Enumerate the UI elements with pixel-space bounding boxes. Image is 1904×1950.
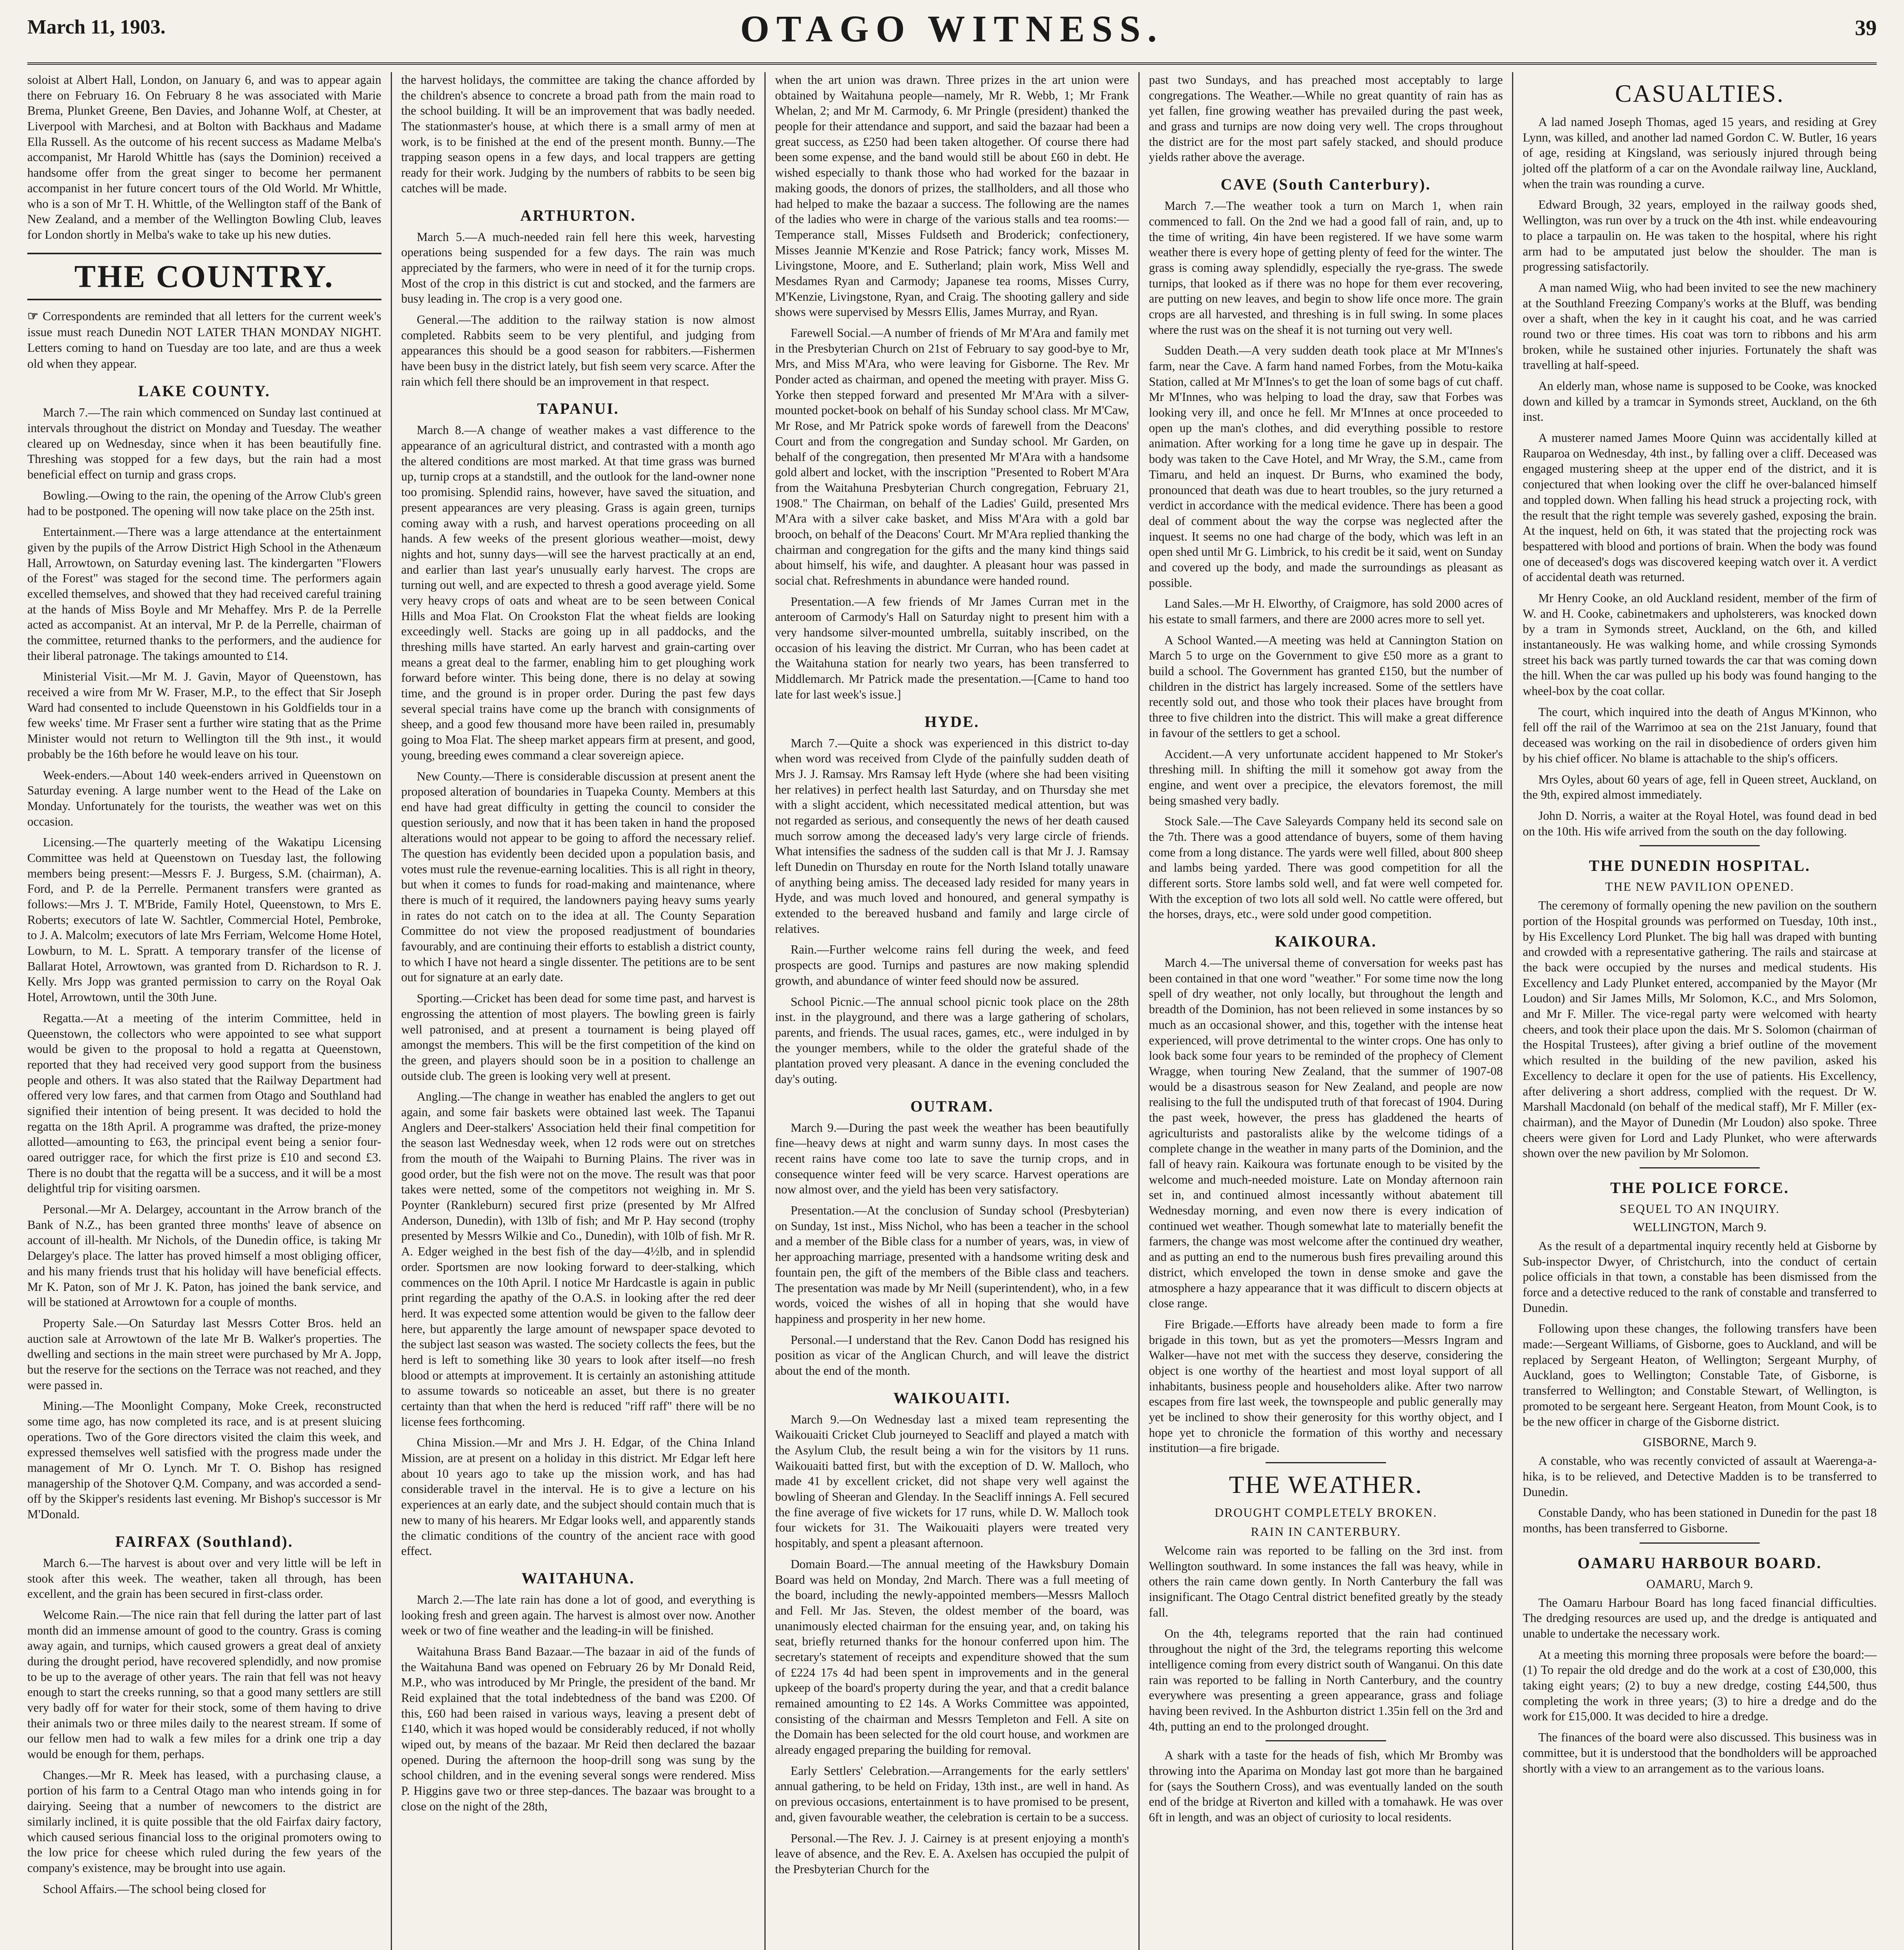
subheading: RAIN IN CANTERBURY. bbox=[1251, 1525, 1401, 1539]
paragraph: Early Settlers' Celebration.—Arrangements for the early settlers' annual gathering, to be held on Friday, 13th inst., are well in hand. As on previous occasions, entertainment is to have promised to be present, and, given favourable weather, the celebration is certain to be a success. bbox=[775, 1764, 1129, 1824]
paragraph: March 9.—During the past week the weather has been beautifully fine—heavy dews at night and warm sunny days. In most cases the recent rains have come too late to save the turnip crops, and in consequence winter feed will be very scarce. Harvest operations are now almost over, and the yield has been very satisfactory. bbox=[775, 1120, 1129, 1197]
paragraph: An elderly man, whose name is supposed to be Cooke, was knocked down and killed by a tramcar in Symonds street, Auckland, on the 6th inst. bbox=[1523, 379, 1877, 424]
paragraph: Mining.—The Moonlight Company, Moke Creek, reconstructed some time ago, has now completed its race, and is at present sluicing operations. Two of the Gore directors visited the claim this week, and expressed themselves well satisfied with the progress made under the management of Mr O. Lynch. Mr T. O. Bishop has resigned managership of the Shotover Q.M. Company, and was accorded a send-off by the Skipper's residents last evening. Mr Bishop's successor is Mr M'Donald. bbox=[27, 1399, 381, 1521]
article-continuation: when the art union was drawn. Three prizes in the art union were obtained by Waitahuna people—namely, Mr R. Webb, 1; Mr Frank Whelan, 2; and Mr M. Carmody, 6. Mr Pringle (president) thanked the people for their attendance and support, and said the bazaar had been a great success, as £250 had been taken altogether. Of course there had been some expense, and the band would still be about £60 in debt. He wished especially to thank those who had worked for the bazaar in making goods, the donors of prizes, the stallholders, and all those who had helped to make the bazaar a success. The following are the names of the ladies who were in charge of the various stalls and tea rooms:—Temperance stall, Misses Fuldseth and Broderick; confectionery, Misses Jeannie M'Kenzie and Rose Patrick; fancy work, Misses M. Livingstone, Moore, and E. Sutherland; plain work, Miss Well and Mesdames Ryan and Carmody; Japanese tea rooms, Misses Curry, M'Kenzie, Livingstone, Ryan, and Craig. The shooting gallery and side shows were supervised by Messrs Ellis, James Murray, and Ryan. bbox=[775, 73, 1129, 319]
column-4 bbox=[1138, 72, 1512, 1950]
paragraph: Regatta.—At a meeting of the interim Committee, held in Queenstown, the collectors who were appointed to see what support would be given to the proposal to hold a regatta at Queenstown, reported that they had received very good support from the business people and others. It was also stated that the Railway Department had offered very low fares, and that carmen from Otago and Southland had signified their intention of being present. It was decided to hold the regatta on the 18th April. A programme was drafted, the prize-money allotted—amounting to £63, the principal event being a senior four-oared outrigger race, for which the first prize is £10 and second £3. There is no doubt that the regatta will be a success, and it will be a most delightful trip for visiting oarsmen. bbox=[27, 1011, 381, 1195]
paragraph: March 7.—The weather took a turn on March 1, when rain commenced to fall. On the 2nd we had a good fall of rain, and, up to the time of writing, 4in have been registered. If we have some warm weather there is every hope of getting plenty of feed for the winter. The grass is coming away splendidly, especially the rye-grass. The swede turnips, that looked as if there was no hope for them ever recovering, are putting on new leaves, and begin to show life once more. The grain crops are all harvested, and threshing is in full swing. In some places where the rust was on the sheaf it is not turning out very well. bbox=[1149, 199, 1503, 337]
district-heading: TAPANUI. bbox=[537, 400, 619, 418]
paragraph: Sudden Death.—A very sudden death took place at Mr M'Innes's farm, near the Cave. A farm hand named Forbes, from the Motu-kaika Station, called at Mr M'Innes's to get the loan of some bags of cut chaff. Mr M'Innes, who was helping to load the dray, saw that Forbes was looking very ill, and once he fell. Mr M'Innes at once proceeded to open up the man's clothes, and did everything possible to restore animation. After working for a long time he gave up in despair. The body was taken to the Cave Hotel, and Mr Wray, the S.M., came from Timaru, and held an inquest. Dr Burns, who examined the body, pronounced that death was due to heart troubles, so the jury returned a verdict in accordance with the medical evidence. There has been a good deal of comment about the way the corpse was neglected after the inquest. It seems no one had charge of the body, which was left in an open shed until Mr G. Limbrick, to his credit be it said, went on Sunday and covered up the body, and made the surroundings as pleasant as possible. bbox=[1149, 344, 1503, 590]
paragraph: March 5.—A much-needed rain fell here this week, harvesting operations being suspended for a few days. The rain was much appreciated by the farmers, who were in need of it for the turnip crops. Most of the crop in this district is cut and stocked, and the farmers are busy leading in. The crop is a very good one. bbox=[401, 230, 755, 306]
column-3 bbox=[764, 72, 1138, 1950]
paragraph: Property Sale.—On Saturday last Messrs Cotter Bros. held an auction sale at Arrowtown of the late Mr B. Walker's properties. The dwelling and sections in the main street were purchased by Mr A. Jopp, but the reserve for the sections on the Terrace was not reached, and they were passed in. bbox=[27, 1316, 381, 1392]
paragraph: The court, which inquired into the death of Angus M'Kinnon, who fell off the rail of the Warrimoo at sea on the 21st January, found that deceased was working on the rail in disobedience of orders given him by his chief officer. No blame is attachable to the ship's officers. bbox=[1523, 705, 1877, 765]
article-continuation: past two Sundays, and has preached most acceptably to large congregations. The Weather.—While no great quantity of rain has as yet fallen, fine growing weather has prevailed during the past week, and grass and turnips are now doing very well. The crops throughout the district are for the most part safely stacked, and should produce yields rather above the average. bbox=[1149, 73, 1503, 164]
paragraph: Constable Dandy, who has been stationed in Dunedin for the past 18 months, has been transferred to Gisborne. bbox=[1523, 1506, 1877, 1535]
paragraph: Rain.—Further welcome rains fell during the week, and feed prospects are good. Turnips and pastures are now making splendid growth, and abundance of winter feed should now be assured. bbox=[775, 943, 1129, 987]
divider bbox=[1640, 845, 1760, 846]
paragraph: March 9.—On Wednesday last a mixed team representing the Waikouaiti Cricket Club journeyed to Seacliff and played a match with the Asylum Club, the result being a win for the visitors by 11 runs. Waikouaiti batted first, but with the exception of D. W. Malloch, who made 41 by excellent cricket, did not shape very well against the bowling of Sheeran and Glenday. In the Seacliff innings A. Fell secured the fine average of five wickets for 17 runs, while D. W. Malloch took four wickets for 31. The Waikouaiti players were treated very hospitably, and spent a pleasant afternoon. bbox=[775, 1412, 1129, 1550]
paragraph: Welcome Rain.—The nice rain that fell during the latter part of last month did an immense amount of good to the country. Grass is coming away again, and turnips, which caused growers a great deal of anxiety during the drought period, have recovered splendidly, and now promise to be up to the average of other years. The rain that fell was not heavy enough to start the creeks running, so that a good many settlers are still very badly off for water for their stock, some of them having to drive their animals two or three miles daily to the nearest stream. If some of our fellow men had to walk a few miles for a drink one trip a day would be enough for them, perhaps. bbox=[27, 1608, 381, 1761]
paragraph: Personal.—Mr A. Delargey, accountant in the Arrow branch of the Bank of N.Z., has been granted three months' leave of absence on account of ill-health. Mr Nichols, of the Dunedin office, is taking Mr Delargey's place. The latter has proved himself a most obliging officer, and his many friends trust that his holiday will have beneficial effects. Mr K. Paton, son of Mr J. K. Paton, has joined the bank service, and will be stationed at Arrowtown for a couple of months. bbox=[27, 1202, 381, 1309]
paragraph: Welcome rain was reported to be falling on the 3rd inst. from Wellington southward. In some instances the fall was heavy, while in others the rain came down gently. In North Canterbury the fall was insignificant. The Otago Central district benefited greatly by the steady fall. bbox=[1149, 1544, 1503, 1619]
column-1 bbox=[27, 72, 391, 1950]
dateline: GISBORNE, March 9. bbox=[1643, 1435, 1757, 1449]
district-heading: WAIKOUAITI. bbox=[893, 1389, 1011, 1407]
paragraph: March 7.—The rain which commenced on Sunday last continued at intervals throughout the district on Monday and Tuesday. The weather cleared up on Wednesday, since when it has been beautifully fine. Threshing was stopped for a few days, but the rain had a most beneficial effect on turnip and grass crops. bbox=[27, 406, 381, 482]
article-continuation: the harvest holidays, the committee are taking the chance afforded by the children's absence to concrete a broad path from the main road to the school building. It will be an improvement that was badly needed. The stationmaster's house, at which there is a small army of men at work, is to be finished at the end of the present month. Bunny.—The trapping season opens in a few days, and local trappers are getting ready for their work. Judging by the numbers of rabbits to be seen big catches will be made. bbox=[401, 73, 755, 195]
paragraph: School Affairs.—The school being closed for bbox=[43, 1882, 266, 1896]
article-heading-the-weather: THE WEATHER. bbox=[1229, 1471, 1423, 1499]
paragraph: As the result of a departmental inquiry recently held at Gisborne by Sub-inspector Dwyer, of Christchurch, into the conduct of certain police officials in that town, a constable has been dismissed from the force and a detective reduced to the rank of constable and transferred to Dunedin. bbox=[1523, 1239, 1877, 1315]
district-heading: FAIRFAX (Southland). bbox=[115, 1532, 293, 1550]
paragraph: Presentation.—A few friends of Mr James Curran met in the anteroom of Carmody's Hall on Saturday night to present him with a very handsome silver-mounted umbrella, suitably inscribed, on the occasion of his leaving the district. Mr Curran, who has been cadet at the Waitahuna station for nearly two years, has been transferred to Middlemarch. Mr Patrick made the presentation.—[Came to hand too late for last week's issue.] bbox=[775, 594, 1129, 701]
district-heading: OUTRAM. bbox=[910, 1097, 994, 1115]
divider bbox=[1266, 1462, 1386, 1463]
paragraph: A man named Wiig, who had been invited to see the new machinery at the Southland Freezing Company's works at the Bluff, was bending over a shaft, when the key in it caught his coat, and he was carried round two or three times. His coat was torn to ribbons and his arm broken, while he sustained other injuries. Fortunately the shaft was travelling at half-speed. bbox=[1523, 280, 1877, 372]
paragraph: March 7.—Quite a shock was experienced in this district to-day when word was received from Clyde of the painfully sudden death of Mrs J. J. Ramsay. Mrs Ramsay left Hyde (where she had been visiting her relatives) in perfect health last Saturday, and on Thursday she met with a slight accident, which necessitated medical attention, but was not regarded as serious, and consequently the news of her death caused much sorrow among the deceased lady's very large circle of friends. What intensifies the sadness of the sudden call is that Mr J. J. Ramsay left Dunedin on Thursday en route for the North Island totally unaware of anything being amiss. The deceased lady resided for many years in Hyde, and was much loved and honoured, and general sympathy is extended to the bereaved husband and family and large circle of relatives. bbox=[775, 736, 1129, 936]
paragraph: Personal.—I understand that the Rev. Canon Dodd has resigned his position as vicar of the Anglican Church, and will leave the district about the end of the month. bbox=[775, 1333, 1129, 1377]
subheading: SEQUEL TO AN INQUIRY. bbox=[1619, 1201, 1780, 1216]
columns bbox=[27, 72, 1877, 1950]
divider bbox=[1640, 1167, 1760, 1168]
dateline: OAMARU, March 9. bbox=[1646, 1576, 1753, 1591]
column-2 bbox=[391, 72, 765, 1950]
paragraph: A lad named Joseph Thomas, aged 15 years, and residing at Grey Lynn, was killed, and another lad named Gordon C. W. Butler, 16 years of age, residing at Kingsland, was seriously injured through being jolted off the platform of a car on the Avondale railway line, Auckland, when the train was rounding a curve. bbox=[1523, 115, 1877, 191]
paragraph: Angling.—The change in weather has enabled the anglers to get out again, and some fair baskets were obtained last week. The Tapanui Anglers and Deer-stalkers' Association held their final competition for the season last Wednesday week, when 12 rods were out on stretches from the mouth of the Waipahi to Burning Plains. The river was in good order, but the fish were not on the move. The result was that poor takes were netted, some of the competitors not weighing in. Mr S. Poynter (Rankleburn) secured first prize (presented by Mr Alfred Anderson, Dunedin), with 13lb of fish; and Mr P. Hay second (trophy presented by Messrs Wilkie and Co., Dunedin), with 10lb of fish. Mr R. A. Edger weighed in the best fish of the day—4½lb, and in splendid order. Sportsmen are now looking forward to deer-stalking, which commences on the 10th April. I notice Mr Hardcastle is again in public print regarding the apathy of the O.A.S. in looking after the red deer herd. It was expected some attention would be given to the fallow deer here, but apparently the large amount of newspaper space devoted to the subject last season was wasted. The society collects the fees, but the herd is left to something like 30 years to look after itself—no fresh blood or attempts at improvement. It is certainly an astonishing attitude to assume towards so noticeable an asset, but there is no greater certainty than that when the herd is reduced "riff raff" there will be no license fees forthcoming. bbox=[401, 1090, 755, 1429]
correspondents-notice: ☞ Correspondents are reminded that all letters for the current week's issue must reach Dunedin NOT LATER THAN MONDAY NIGHT. Letters coming to hand on Tuesday are too late, and are thus a week old when they appear. bbox=[27, 308, 381, 371]
subheading: THE NEW PAVILION OPENED. bbox=[1605, 879, 1794, 894]
paragraph: John D. Norris, a waiter at the Royal Hotel, was found dead in bed on the 10th. His wife arrived from the south on the day following. bbox=[1523, 808, 1877, 838]
paragraph: Week-enders.—About 140 week-enders arrived in Queenstown on Saturday evening. A large number went to the Head of the Lake on Monday. Unfortunately for the tourists, the weather was wet on this occasion. bbox=[27, 768, 381, 828]
paragraph: New County.—There is considerable discussion at present anent the proposed alteration of boundaries in Tuapeka County. Members at this end have had great difficulty in getting the council to consider the question seriously, and now that it has been taken in hand the proposed alterations would not appear to be going to afford the necessary relief. The question has evidently been decided upon a population basis, and votes must rule the revenue-earning localities. This is all right in theory, but when it comes to funds for road-making and maintenance, where there is much of it required, the landowners paying heavy sums yearly in rates do not catch on to the idea at all. The County Separation Committee do not view the proposed readjustment of boundaries favourably, and are continuing their efforts to establish a district county, to which I have not heard a single dissenter. The petitions are to be sent out for signature at an early date. bbox=[401, 769, 755, 984]
paragraph: Licensing.—The quarterly meeting of the Wakatipu Licensing Committee was held at Queenstown on Tuesday last, the following members being present:—Messrs F. J. Burgess, S.M. (chairman), A. Ford, and P. de la Perrelle. Permanent transfers were granted as follows:—Mrs J. T. M'Bride, Family Hotel, Queenstown, to Mrs E. Roberts; executors of late W. Sachtler, Commercial Hotel, Pembroke, to J. A. Malcolm; executors of late Mrs Ferriam, Welcome Home Hotel, Lowburn, to M. L. Spratt. A temporary transfer of the license of Ballarat Hotel, Arrowtown, was granted from D. Richardson to R. J. Kelly. Mrs Jopp was granted permission to carry on the Royal Oak Hotel, Arrowtown, until the 30th June. bbox=[27, 835, 381, 1004]
paragraph: Accident.—A very unfortunate accident happened to Mr Stoker's threshing mill. In shifting the mill it somehow got away from the engine, and went over a precipice, the elevators foremost, the mill being smashed very badly. bbox=[1149, 747, 1503, 807]
paragraph: Bowling.—Owing to the rain, the opening of the Arrow Club's green had to be postponed. The opening will now take place on the 25th inst. bbox=[27, 488, 381, 518]
paragraph: A School Wanted.—A meeting was held at Cannington Station on March 5 to urge on the Government to give £50 more as a grant to build a school. The Government has granted £150, but the number of children in the district has largely increased. Some of the settlers have recently sold out, and those who took their places have brought from three to five children into the district. This will make a great difference in favour of the settlers to get a school. bbox=[1149, 633, 1503, 740]
section-heading-the-country: THE COUNTRY. bbox=[27, 253, 381, 300]
paragraph: Ministerial Visit.—Mr M. J. Gavin, Mayor of Queenstown, has received a wire from Mr W. Fraser, M.P., to the effect that Sir Joseph Ward had consented to include Queenstown in his Goldfields tour in a few weeks' time. Mr Fraser sent a further wire stating that as the Prime Minister would not return to Wellington till the 9th inst., it would probably be the 16th before he would leave on his tour. bbox=[27, 670, 381, 761]
paragraph: Personal.—The Rev. J. J. Cairney is at present enjoying a month's leave of absence, and the Rev. E. A. Axelsen has occupied the pulpit of the Presbyterian Church for the bbox=[775, 1831, 1129, 1876]
paragraph: A shark with a taste for the heads of fish, which Mr Bromby was throwing into the Aparima on Monday last got more than he bargained for (says the Southern Cross), and was eventually landed on the south end of the bridge at Riverton and killed with a tomahawk. He was over 6ft in length, and was an object of curiosity to local residents. bbox=[1149, 1748, 1503, 1824]
masthead bbox=[27, 0, 1877, 65]
district-heading: LAKE COUNTY. bbox=[138, 382, 271, 400]
paragraph: Following upon these changes, the following transfers have been made:—Sergeant Williams, of Gisborne, goes to Auckland, and will be replaced by Sergeant Heaton, of Wellington; Sergeant Murphy, of Auckland, goes to Wellington; Constable Tate, of Gisborne, is transferred to Wellington; and Constable Stewart, of Wellington, is promoted to be sergeant here. Sergeant Heaton, from Mount Cook, is to be the new officer in charge of the Gisborne district. bbox=[1523, 1322, 1877, 1429]
paragraph: Waitahuna Brass Band Bazaar.—The bazaar in aid of the funds of the Waitahuna Band was opened on February 26 by Mr Donald Reid, M.P., who was introduced by Mr Pringle, the president of the band. Mr Reid explained that the total indebtedness of the band was £200. Of this, £60 had been raised in various ways, leaving a present debt of £140, which it was hoped would be considerably reduced, if not wholly wiped out, by means of the bazaar. Mr Reid then declared the bazaar opened. During the afternoon the hoop-drill song was sung by the school children, and in the evening several songs were rendered. Miss P. Higgins gave two or three step-dances. The bazaar was brought to a close on the night of the 28th, bbox=[401, 1644, 755, 1813]
paragraph: March 6.—The harvest is about over and very little will be left in stook after this week. The weather, taken all through, has been excellent, and the grain has been secured in first-class order. bbox=[27, 1556, 381, 1601]
paragraph: Domain Board.—The annual meeting of the Hawksbury Domain Board was held on Monday, 2nd March. There was a full meeting of the board, including the newly-appointed members—Messrs Malloch and Fell. Mr Jas. Steven, the oldest member of the board, was unanimously elected chairman for the ensuing year, and, on taking his seat, briefly returned thanks for the honour conferred upon him. The secretary's statement of receipts and expenditure showed that the sum of £224 17s 4d had been spent in improvements and in the general upkeep of the board's property during the year, and that a credit balance remained amounting to £2 14s. A Works Committee was appointed, consisting of the chairman and Messrs Templeton and Fell. A site on the Domain has been selected for the old court house, and workmen are already engaged preparing the building for removal. bbox=[775, 1557, 1129, 1757]
column-5 bbox=[1512, 72, 1877, 1950]
page-number: 39 bbox=[1855, 16, 1877, 40]
district-heading: WAITAHUNA. bbox=[521, 1569, 635, 1587]
paragraph: The finances of the board were also discussed. This business was in committee, but it is understood that the bondholders will be approached shortly with a view to an arrangement as to the various loans. bbox=[1523, 1730, 1877, 1775]
paragraph: Fire Brigade.—Efforts have already been made to form a fire brigade in this town, but as yet the promoters—Messrs Ingram and Walker—have not met with the success they deserve, considering the object is one worthy of the heartiest and most loyal support of all inhabitants, business people and householders alike. After two narrow escapes from fire last week, the townspeople and public generally may yet be inclined to show their generosity for this worthy object, and I hope yet to chronicle the formation of this worthy and necessary institution—a fire brigade. bbox=[1149, 1317, 1503, 1455]
paragraph: A musterer named James Moore Quinn was accidentally killed at Rauparoa on Wednesday, 4th inst., by falling over a cliff. Deceased was engaged mustering sheep at the upper end of the district, and it is conjectured that when looking over the cliff he over-balanced himself and toppled down. When falling his head struck a projecting rock, with the result that the right temple was severely gashed, exposing the brain. At the inquest, held on 6th, it was stated that the projecting rock was bespattered with blood and portions of brain. When the body was found one of deceased's dogs was discovered keeping watch over it. A verdict of accidental death was returned. bbox=[1523, 431, 1877, 584]
paragraph: On the 4th, telegrams reported that the rain had continued throughout the night of the 3rd, the telegrams reporting this welcome intelligence coming from every district south of Wanganui. On this date rain was reported to be falling in North Canterbury, and the country everywhere was presenting a green appearance, grass and foliage having been revived. In the Ashburton district 1.35in fell on the 3rd and 4th, putting an end to the prolonged drought. bbox=[1149, 1626, 1503, 1733]
paragraph: Edward Brough, 32 years, employed in the railway goods shed, Wellington, was run over by a truck on the 4th inst. while endeavouring to place a tarpaulin on. He was taken to the hospital, where his right arm had to be amputated just below the shoulder. The man is progressing satisfactorily. bbox=[1523, 198, 1877, 274]
paragraph: School Picnic.—The annual school picnic took place on the 28th inst. in the playground, and there was a large gathering of scholars, parents, and friends. The usual races, games, etc., were indulged in by the younger members, while to the older the grateful shade of the plantation proved very pleasant. A dance in the evening concluded the day's outing. bbox=[775, 994, 1129, 1086]
paragraph: Mrs Oyles, about 60 years of age, fell in Queen street, Auckland, on the 9th, expired almost immediately. bbox=[1523, 772, 1877, 802]
paragraph: Presentation.—At the conclusion of Sunday school (Presbyterian) on Sunday, 1st inst., Miss Nichol, who has been a teacher in the school and a member of the Bible class for a number of years, was, in view of her approaching marriage, presented with a handsome writing desk and fountain pen, the gift of the members of the Bible class and teachers. The presentation was made by Mr Neill (superintendent), who, in a few words, voiced the wishes of all in hoping that she would have happiness and prosperity in her new home. bbox=[775, 1204, 1129, 1326]
article-continuation: soloist at Albert Hall, London, on January 6, and was to appear again there on February 16. On February 8 he was associated with Marie Brema, Plunket Greene, Ben Davies, and Johanne Wolf, at Chester, at Liverpool with Marchesi, and at Bolton with Backhaus and Madame Ella Russell. As the outcome of his recent success as Madame Melba's accompanist, Mr Harold Whittle has (says the Dominion) received a handsome offer from the great singer to become her permanent accompanist in her future concert tours of the Old World. Mr Whittle, who is a son of Mr T. H. Whittle, of the Wellington staff of the Bank of New Zealand, and a member of the Wellington Bowling Club, leaves for London shortly in Melba's wake to take up his new duties. bbox=[27, 73, 381, 241]
district-heading: ARTHURTON. bbox=[520, 206, 636, 224]
paragraph: Farewell Social.—A number of friends of Mr M'Ara and family met in the Presbyterian Church on 21st of February to say good-bye to Mr, Mrs, and Miss M'Ara, who were leaving for Gisborne. The Rev. Mr Ponder acted as chairman, and opened the meeting with prayer. Miss G. Yorke then stepped forward and presented Mr M'Ara with a silver-mounted pocket-book on behalf of his Sunday school class. Mr M'Caw, Mr Rose, and Mr Patrick spoke words of farewell from the Deacons' Court and from the congregation and Sunday school. Mr Garden, on behalf of the congregation, then presented Mr M'Ara with a handsome gold albert and locket, with the inscription "Presented to Robert M'Ara from the Waitahuna Presbyterian Church congregation, February 21, 1908." The Chairman, on behalf of the Ladies' Guild, presented Mrs M'Ara with a silver cake basket, and Miss M'Ara with a gold bar brooch, on behalf of the Deacons' Court. Mr M'Ara replied thanking the chairman and congregation for the gifts and the many kind things said about himself, his wife, and daughter. A pleasant hour was passed in social chat. Refreshments in abundance were handed round. bbox=[775, 326, 1129, 587]
article-heading-oamaru-harbour-board: OAMARU HARBOUR BOARD. bbox=[1578, 1554, 1822, 1572]
paragraph: The Oamaru Harbour Board has long faced financial difficulties. The dredging resources are used up, and the dredge is antiquated and unable to undertake the necessary work. bbox=[1523, 1595, 1877, 1640]
article-heading-police-force: THE POLICE FORCE. bbox=[1610, 1179, 1789, 1197]
district-heading: KAIKOURA. bbox=[1275, 932, 1377, 950]
newspaper-title: OTAGO WITNESS. bbox=[740, 8, 1164, 50]
paragraph: Entertainment.—There was a large attendance at the entertainment given by the pupils of the Arrow District High School in the Athenæum Hall, Arrowtown, on Saturday evening last. The kindergarten "Flowers of the Forest" was staged for the second time. The performers again excelled themselves, and showed that they had received careful training at the hands of Miss Boyle and Mr Mehaffey. Mrs P. de la Perrelle acted as accompanist. At an interval, Mr P. de la Perrelle, chairman of the committee, returned thanks to the performers, and the audience for their liberal patronage. The takings amounted to £14. bbox=[27, 525, 381, 663]
issue-date: March 11, 1903. bbox=[27, 16, 166, 38]
paragraph: General.—The addition to the railway station is now almost completed. Rabbits seem to be very plentiful, and judging from appearances this should be a good season for rabbiters.—Fishermen have been busy in the district lately, but fish seem very scarce. After the rain which fell there should be an improvement in that respect. bbox=[401, 312, 755, 388]
district-heading: CAVE (South Canterbury). bbox=[1221, 176, 1431, 193]
district-heading: HYDE. bbox=[924, 713, 980, 730]
paragraph: March 8.—A change of weather makes a vast difference to the appearance of an agricultural district, and contrasted with a month ago the altered conditions are most marked. At that time grass was burned up, turnip crops at a standstill, and the outlook for the land-owner none too promising. Splendid rains, however, have saved the situation, and present appearances are very pleasing. Grass is again green, turnips coming away with a rush, and harvest operations proceeding on all hands. A few weeks of the present glorious weather—moist, dewy nights and hot, sunny days—will see the harvest practically at an end, and earlier than last year's unusually early harvest. The crops are turning out well, and are expected to thresh a good average yield. Some very heavy crops of oats and wheat are to be seen between Conical Hills and Moa Flat. On Crookston Flat the wheat fields are looking exceedingly well. Stacks are going up in all paddocks, and the threshing mills have started. An early harvest and grain-carting over means a great deal to the farmer, enabling him to get ploughing work forward before winter. This being done, there is no delay at sowing time, and the ground is in proper order. During the past few days several special trains have come up the branch with consignments of sheep, and a good few thousand more have been railed in, presumably going to Moa Flat. The sheep market appears firm at present, and good, young, breeding ewes command a clear sovereign apiece. bbox=[401, 423, 755, 762]
paragraph: The ceremony of formally opening the new pavilion on the southern portion of the Hospital grounds was performed on Tuesday, 10th inst., by His Excellency Lord Plunket. The big hall was draped with bunting and crowded with a representative gathering. The rails and staircase at the back were occupied by the nurses and medical students. His Excellency and Lady Plunket entered, accompanied by the Mayor (Mr Loudon) and Sir James Mills, Mr Solomon, K.C., and Mrs Solomon, and Mr F. Miller. The vice-regal party were welcomed with hearty cheers, and took their place upon the dais. Mr S. Solomon (chairman of the Hospital Trustees), after giving a brief outline of the movement which resulted in the building of the new pavilion, asked his Excellency to declare it open for the use of patients. His Excellency, after delivering a short address, complied with the request. Dr W. Marshall Macdonald (on behalf of the medical staff), Mr F. Miller (ex-chairman), and the Mayor of Dunedin (Mr Loudon) also spoke. Three cheers were given for Lord and Lady Plunket, who were afterwards shown over the new pavilion by Mr Solomon. bbox=[1523, 899, 1877, 1160]
paragraph: Sporting.—Cricket has been dead for some time past, and harvest is engrossing the attention of most players. The bowling green is fairly well patronised, and at present a tournament is being played off amongst the members. This will be the first competition of the kind on the green, and players should soon be in a position to challenge an outside club. The green is looking very well at present. bbox=[401, 991, 755, 1083]
paragraph: March 4.—The universal theme of conversation for weeks past has been contained in that one word "weather." For some time now the long spell of dry weather, not only locally, but throughout the length and breadth of the Dominion, has not been relieved in some instances by so much as an occasional shower, and this, together with the intense heat experienced, will prove detrimental to the winter crops. One has only to look back some four years to be reminded of the prophecy of Clement Wragge, when touring New Zealand, that the summer of 1907-08 would be a disastrous season for New Zealand, and people are now realising to the full the undisputed truth of that forecast of 1904. During the past week, however, the press has gladdened the hearts of agriculturists and pastoralists alike by the welcome tidings of a complete change in the weather in many parts of the Dominion, and the fall of heavy rain. Kaikoura was fortunate enough to be visited by the welcome and much-needed moisture. Late on Monday afternoon rain set in, and continued almost incessantly without abatement till Wednesday morning, and even now there is every indication of continued wet weather. Though somewhat late to materially benefit the farmers, the change was most welcome after the continued dry weather, and as putting an end to the numerous bush fires prevailing around this district, which enveloped the town in dense smoke and gave the atmosphere a hazy appearance that it was difficult to discern objects at close range. bbox=[1149, 956, 1503, 1310]
paragraph: A constable, who was recently convicted of assault at Waerenga-a-hika, is to be relieved, and Detective Madden is to be transferred to Dunedin. bbox=[1523, 1454, 1877, 1499]
subheading: DROUGHT COMPLETELY BROKEN. bbox=[1214, 1505, 1437, 1520]
paragraph: March 2.—The late rain has done a lot of good, and everything is looking fresh and green again. The harvest is almost over now. Another week or two of fine weather and the leading-in will be finished. bbox=[401, 1592, 755, 1638]
paragraph: Land Sales.—Mr H. Elworthy, of Craigmore, has sold 2000 acres of his estate to small farmers, and there are 2000 acres more to sell yet. bbox=[1149, 597, 1503, 626]
divider bbox=[1266, 1740, 1386, 1741]
pointing-hand-icon: ☞ bbox=[27, 308, 43, 323]
paragraph: China Mission.—Mr and Mrs J. H. Edgar, of the China Inland Mission, are at present on a holiday in this district. Mr Edgar left here about 10 years ago to take up the mission work, and has had considerable travel in the interval. He is to give a lecture on his experiences at an early date, and the subject should contain much that is new to many of his hearers. Mr Edgar looks well, and apparently stands the climatic conditions of the country of the ancient race with good effect. bbox=[401, 1436, 755, 1558]
paragraph: Stock Sale.—The Cave Saleyards Company held its second sale on the 7th. There was a good attendance of buyers, some of them having come from a long distance. The yards were well filled, about 800 sheep and lambs being yarded. There was good competition for all the different sorts. Store lambs sold well, and fat were well competed for. With the exception of two lots all sold well. No cattle were offered, but the horses, drays, etc., were sold under good competition. bbox=[1149, 814, 1503, 921]
dateline: WELLINGTON, March 9. bbox=[1633, 1220, 1767, 1234]
divider bbox=[1640, 1542, 1760, 1544]
article-heading-casualties: CASUALTIES. bbox=[1615, 80, 1785, 107]
paragraph: At a meeting this morning three proposals were before the board:—(1) To repair the old dredge and do the work at a cost of £30,000, this taking eight years; (2) to buy a new dredge, costing £44,500, thus completing the work in three years; (3) to hire a dredge and do the work for £15,000. It was decided to hire a dredge. bbox=[1523, 1647, 1877, 1723]
paragraph: Mr Henry Cooke, an old Auckland resident, member of the firm of W. and H. Cooke, cabinetmakers and upholsterers, was knocked down by a tram in Symonds street, Auckland, on the 6th, and killed instantaneously. He was walking home, and while crossing Symonds street his back was partly turned towards the car that was coming down the hill. When the car was pulled up his body was found hanging to the wheel-box by the coat collar. bbox=[1523, 591, 1877, 698]
article-heading-dunedin-hospital: THE DUNEDIN HOSPITAL. bbox=[1589, 857, 1811, 875]
paragraph: Changes.—Mr R. Meek has leased, with a purchasing clause, a portion of his farm to a Central Otago man who intends going in for dairying. Seeing that a number of newcomers to the district are similarly inclined, it is quite possible that the old Fairfax dairy factory, which caused serious financial loss to the original promoters owing to the low price for cheese which ruled during the few years of the company's existence, may be brought into use again. bbox=[27, 1768, 381, 1875]
